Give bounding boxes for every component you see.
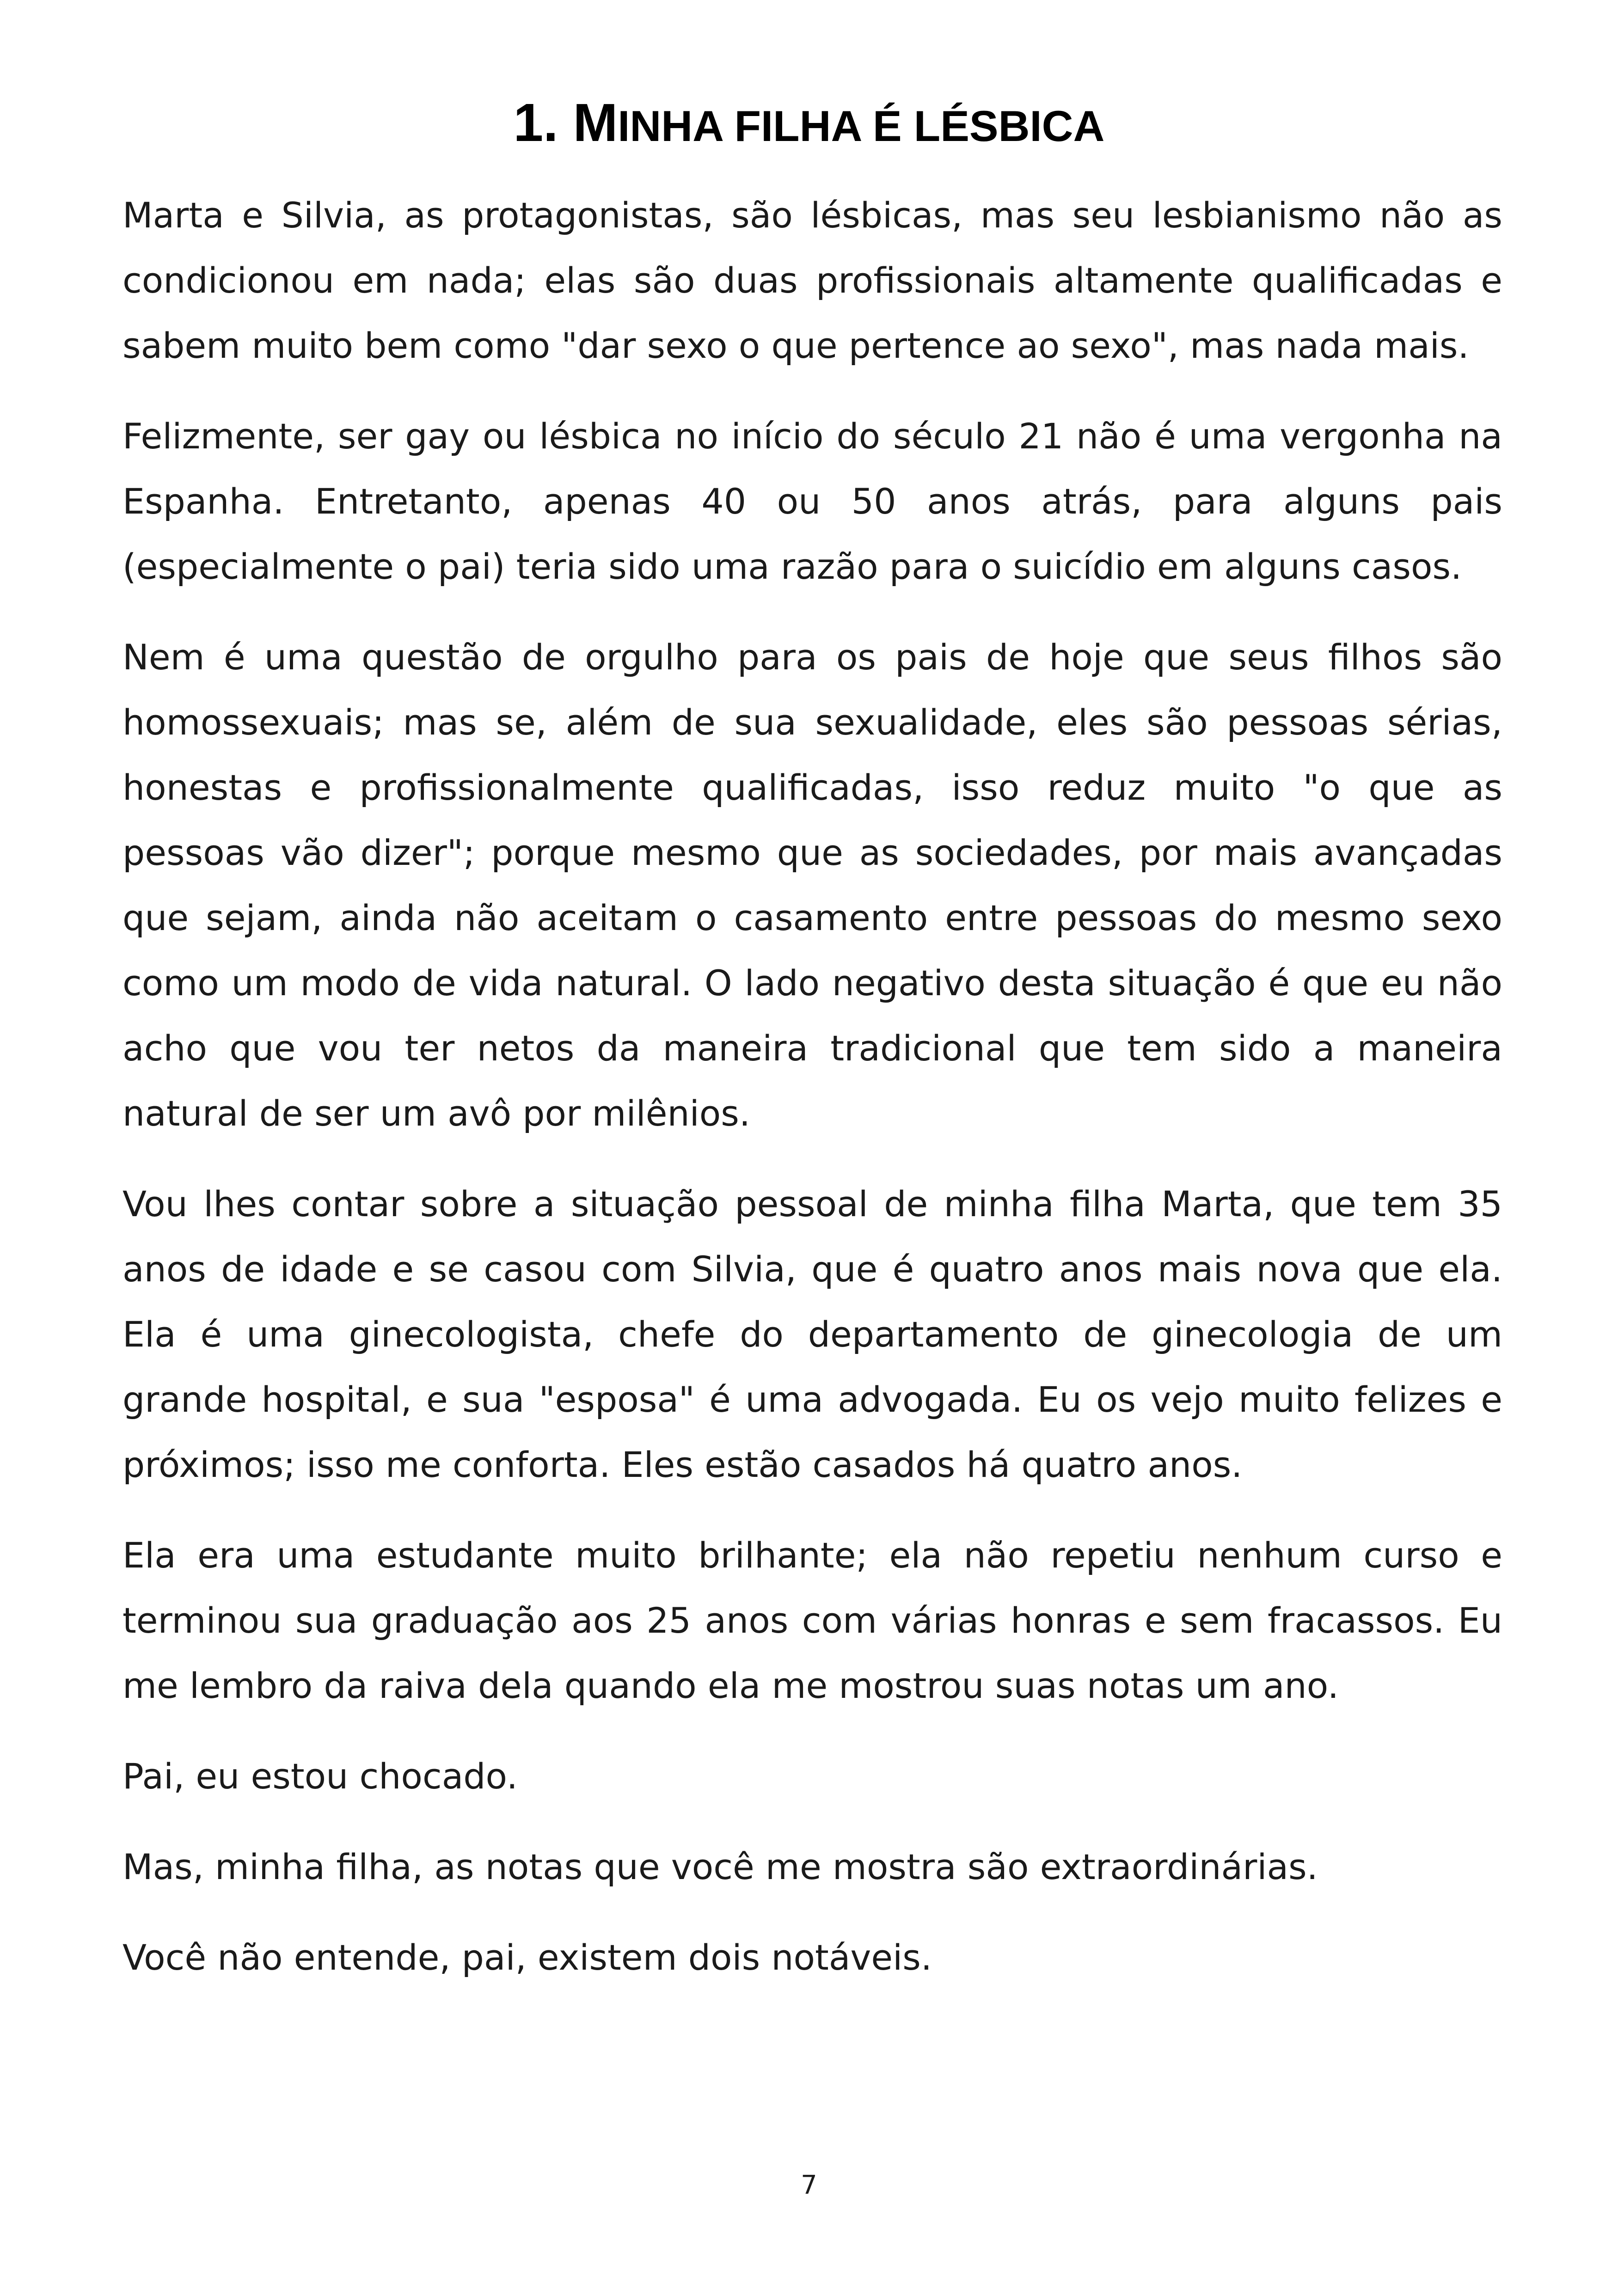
page-number: 7 (801, 2170, 817, 2200)
chapter-number: 1. (513, 92, 558, 153)
body-text (123, 183, 1502, 2015)
paragraph: Pai, eu estou chocado. (123, 1756, 518, 1797)
chapter-title-initial: M (573, 92, 618, 153)
chapter-title-rest: INHA FILHA É LÉSBICA (618, 102, 1105, 150)
paragraph: Vou lhes contar sobre a situação pessoal de minha filha Marta, que tem 35 anos de idade e se casou com Silvia, que é quatro anos mais nova que ela. Ela é uma ginecologista, chefe do departamento de ginecologia de um grande hospital, e sua "esposa" é uma advogada. Eu os vejo muito felizes e próximos; isso me conforta. Eles estão casados há quatro anos. (123, 1183, 1502, 1485)
paragraph: Ela era uma estudante muito brilhante; ela não repetiu nenhum curso e terminou sua graduação aos 25 anos com várias honras e sem fracassos. Eu me lembro da raiva dela quando ela me mostrou suas notas um ano. (123, 1535, 1502, 1706)
paragraph: Marta e Silvia, as protagonistas, são lésbicas, mas seu lesbianismo não as condicionou em nada; elas são duas profissionais altamente qualificadas e sabem muito bem como "dar sexo o que pertence ao sexo", mas nada mais. (123, 195, 1502, 366)
paragraph: Você não entende, pai, existem dois notáveis. (123, 1937, 932, 1978)
paragraph: Nem é uma questão de orgulho para os pais de hoje que seus filhos são homossexuais; mas se, além de sua sexualidade, eles são pessoas sérias, honestas e profissionalmente qualificadas, isso reduz muito "o que as pessoas vão dizer"; porque mesmo que as sociedades, por mais avançadas que sejam, ainda não aceitam o casamento entre pessoas do mesmo sexo como um modo de vida natural. O lado negativo desta situação é que eu não acho que vou ter netos da maneira tradicional que tem sido a maneira natural de ser um avô por milênios. (123, 637, 1502, 1134)
paragraph: Felizmente, ser gay ou lésbica no início do século 21 não é uma vergonha na Espanha. Entretanto, apenas 40 ou 50 anos atrás, para alguns pais (especialmente o pai) teria sido uma razão para o suicídio em alguns casos. (123, 416, 1502, 587)
paragraph: Mas, minha filha, as notas que você me mostra são extraordinárias. (123, 1846, 1318, 1887)
chapter-title (0, 88, 1618, 161)
